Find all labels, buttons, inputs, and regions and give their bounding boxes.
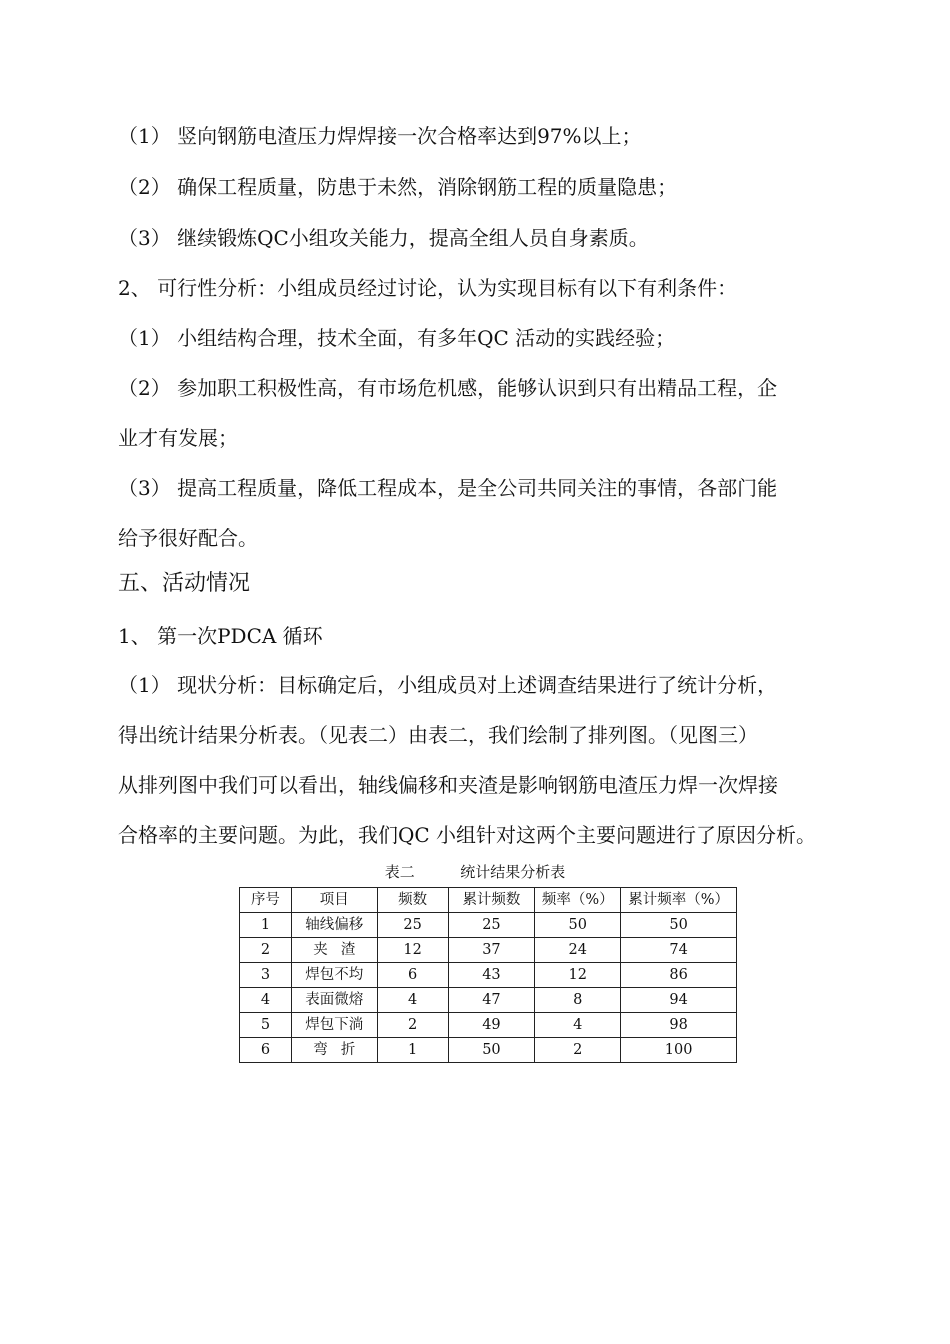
cell-frequency: 12 <box>377 938 448 963</box>
condition-item-3-cont: 给予很好配合。 <box>118 526 258 550</box>
cell-index: 5 <box>240 1013 292 1038</box>
cell-cumulative-frequency: 47 <box>448 988 535 1013</box>
cell-cumulative-rate: 74 <box>621 938 737 963</box>
cell-cumulative-rate: 86 <box>621 963 737 988</box>
goal-item-1: （1） 竖向钢筋电渣压力焊焊接一次合格率达到97%以上； <box>118 124 642 148</box>
cell-cumulative-frequency: 43 <box>448 963 535 988</box>
analysis-paragraph-1: （1） 现状分析：目标确定后，小组成员对上述调查结果进行了统计分析， <box>118 673 778 697</box>
condition-item-2-cont: 业才有发展； <box>118 426 238 450</box>
condition-item-3: （3） 提高工程质量，降低工程成本，是全公司共同关注的事情，各部门能 <box>118 476 778 500</box>
header-cumulative-rate: 累计频率（%） <box>621 888 737 913</box>
table-row <box>240 1038 737 1063</box>
header-frequency: 频数 <box>377 888 448 913</box>
cell-rate: 4 <box>535 1013 621 1038</box>
pdca-heading: 1、 第一次PDCA 循环 <box>118 624 323 648</box>
header-rate: 频率（%） <box>535 888 621 913</box>
table-header-row <box>240 888 737 913</box>
cell-frequency: 2 <box>377 1013 448 1038</box>
header-index: 序号 <box>240 888 292 913</box>
cell-index: 6 <box>240 1038 292 1063</box>
cell-frequency: 1 <box>377 1038 448 1063</box>
cell-index: 2 <box>240 938 292 963</box>
analysis-paragraph-2: 得出统计结果分析表。（见表二）由表二，我们绘制了排列图。（见图三） <box>118 723 758 747</box>
cell-index: 3 <box>240 963 292 988</box>
cell-cumulative-rate: 94 <box>621 988 737 1013</box>
cell-cumulative-frequency: 50 <box>448 1038 535 1063</box>
cell-cumulative-rate: 50 <box>621 913 737 938</box>
goal-item-2: （2） 确保工程质量，防患于未然，消除钢筋工程的质量隐患； <box>118 175 678 199</box>
cell-frequency: 25 <box>377 913 448 938</box>
cell-index: 4 <box>240 988 292 1013</box>
cell-rate: 8 <box>535 988 621 1013</box>
cell-cumulative-frequency: 49 <box>448 1013 535 1038</box>
cell-item: 表面微熔 <box>291 988 377 1013</box>
cell-index: 1 <box>240 913 292 938</box>
table-caption <box>0 862 950 882</box>
cell-cumulative-frequency: 25 <box>448 913 535 938</box>
table-caption-number: 表二 <box>384 863 415 881</box>
cell-item: 夹渣 <box>291 938 377 963</box>
table-row <box>240 988 737 1013</box>
header-cumulative-frequency: 累计频数 <box>448 888 535 913</box>
cell-frequency: 6 <box>377 963 448 988</box>
cell-rate: 12 <box>535 963 621 988</box>
cell-frequency: 4 <box>377 988 448 1013</box>
table-row <box>240 963 737 988</box>
cell-rate: 2 <box>535 1038 621 1063</box>
section-heading: 五、活动情况 <box>118 571 251 596</box>
cell-item: 弯折 <box>291 1038 377 1063</box>
table-row <box>240 938 737 963</box>
table-caption-title: 统计结果分析表 <box>460 863 566 881</box>
analysis-paragraph-4: 合格率的主要问题。为此，我们QC 小组针对这两个主要问题进行了原因分析。 <box>118 823 817 847</box>
cell-cumulative-rate: 98 <box>621 1013 737 1038</box>
table-row <box>240 913 737 938</box>
cell-rate: 24 <box>535 938 621 963</box>
table-row <box>240 1013 737 1038</box>
header-item: 项目 <box>291 888 377 913</box>
cell-item: 焊包不均 <box>291 963 377 988</box>
condition-item-2: （2） 参加职工积极性高，有市场危机感，能够认识到只有出精品工程，企 <box>118 376 778 400</box>
cell-cumulative-rate: 100 <box>621 1038 737 1063</box>
cell-cumulative-frequency: 37 <box>448 938 535 963</box>
cell-item: 轴线偏移 <box>291 913 377 938</box>
goal-item-3: （3） 继续锻炼QC小组攻关能力，提高全组人员自身素质。 <box>118 226 649 250</box>
cell-item: 焊包下淌 <box>291 1013 377 1038</box>
feasibility-heading: 2、 可行性分析：小组成员经过讨论，认为实现目标有以下有利条件： <box>118 276 738 300</box>
statistics-table <box>239 887 737 1063</box>
cell-rate: 50 <box>535 913 621 938</box>
condition-item-1: （1） 小组结构合理，技术全面，有多年QC 活动的实践经验； <box>118 326 676 350</box>
analysis-paragraph-3: 从排列图中我们可以看出，轴线偏移和夹渣是影响钢筋电渣压力焊一次焊接 <box>118 773 778 797</box>
